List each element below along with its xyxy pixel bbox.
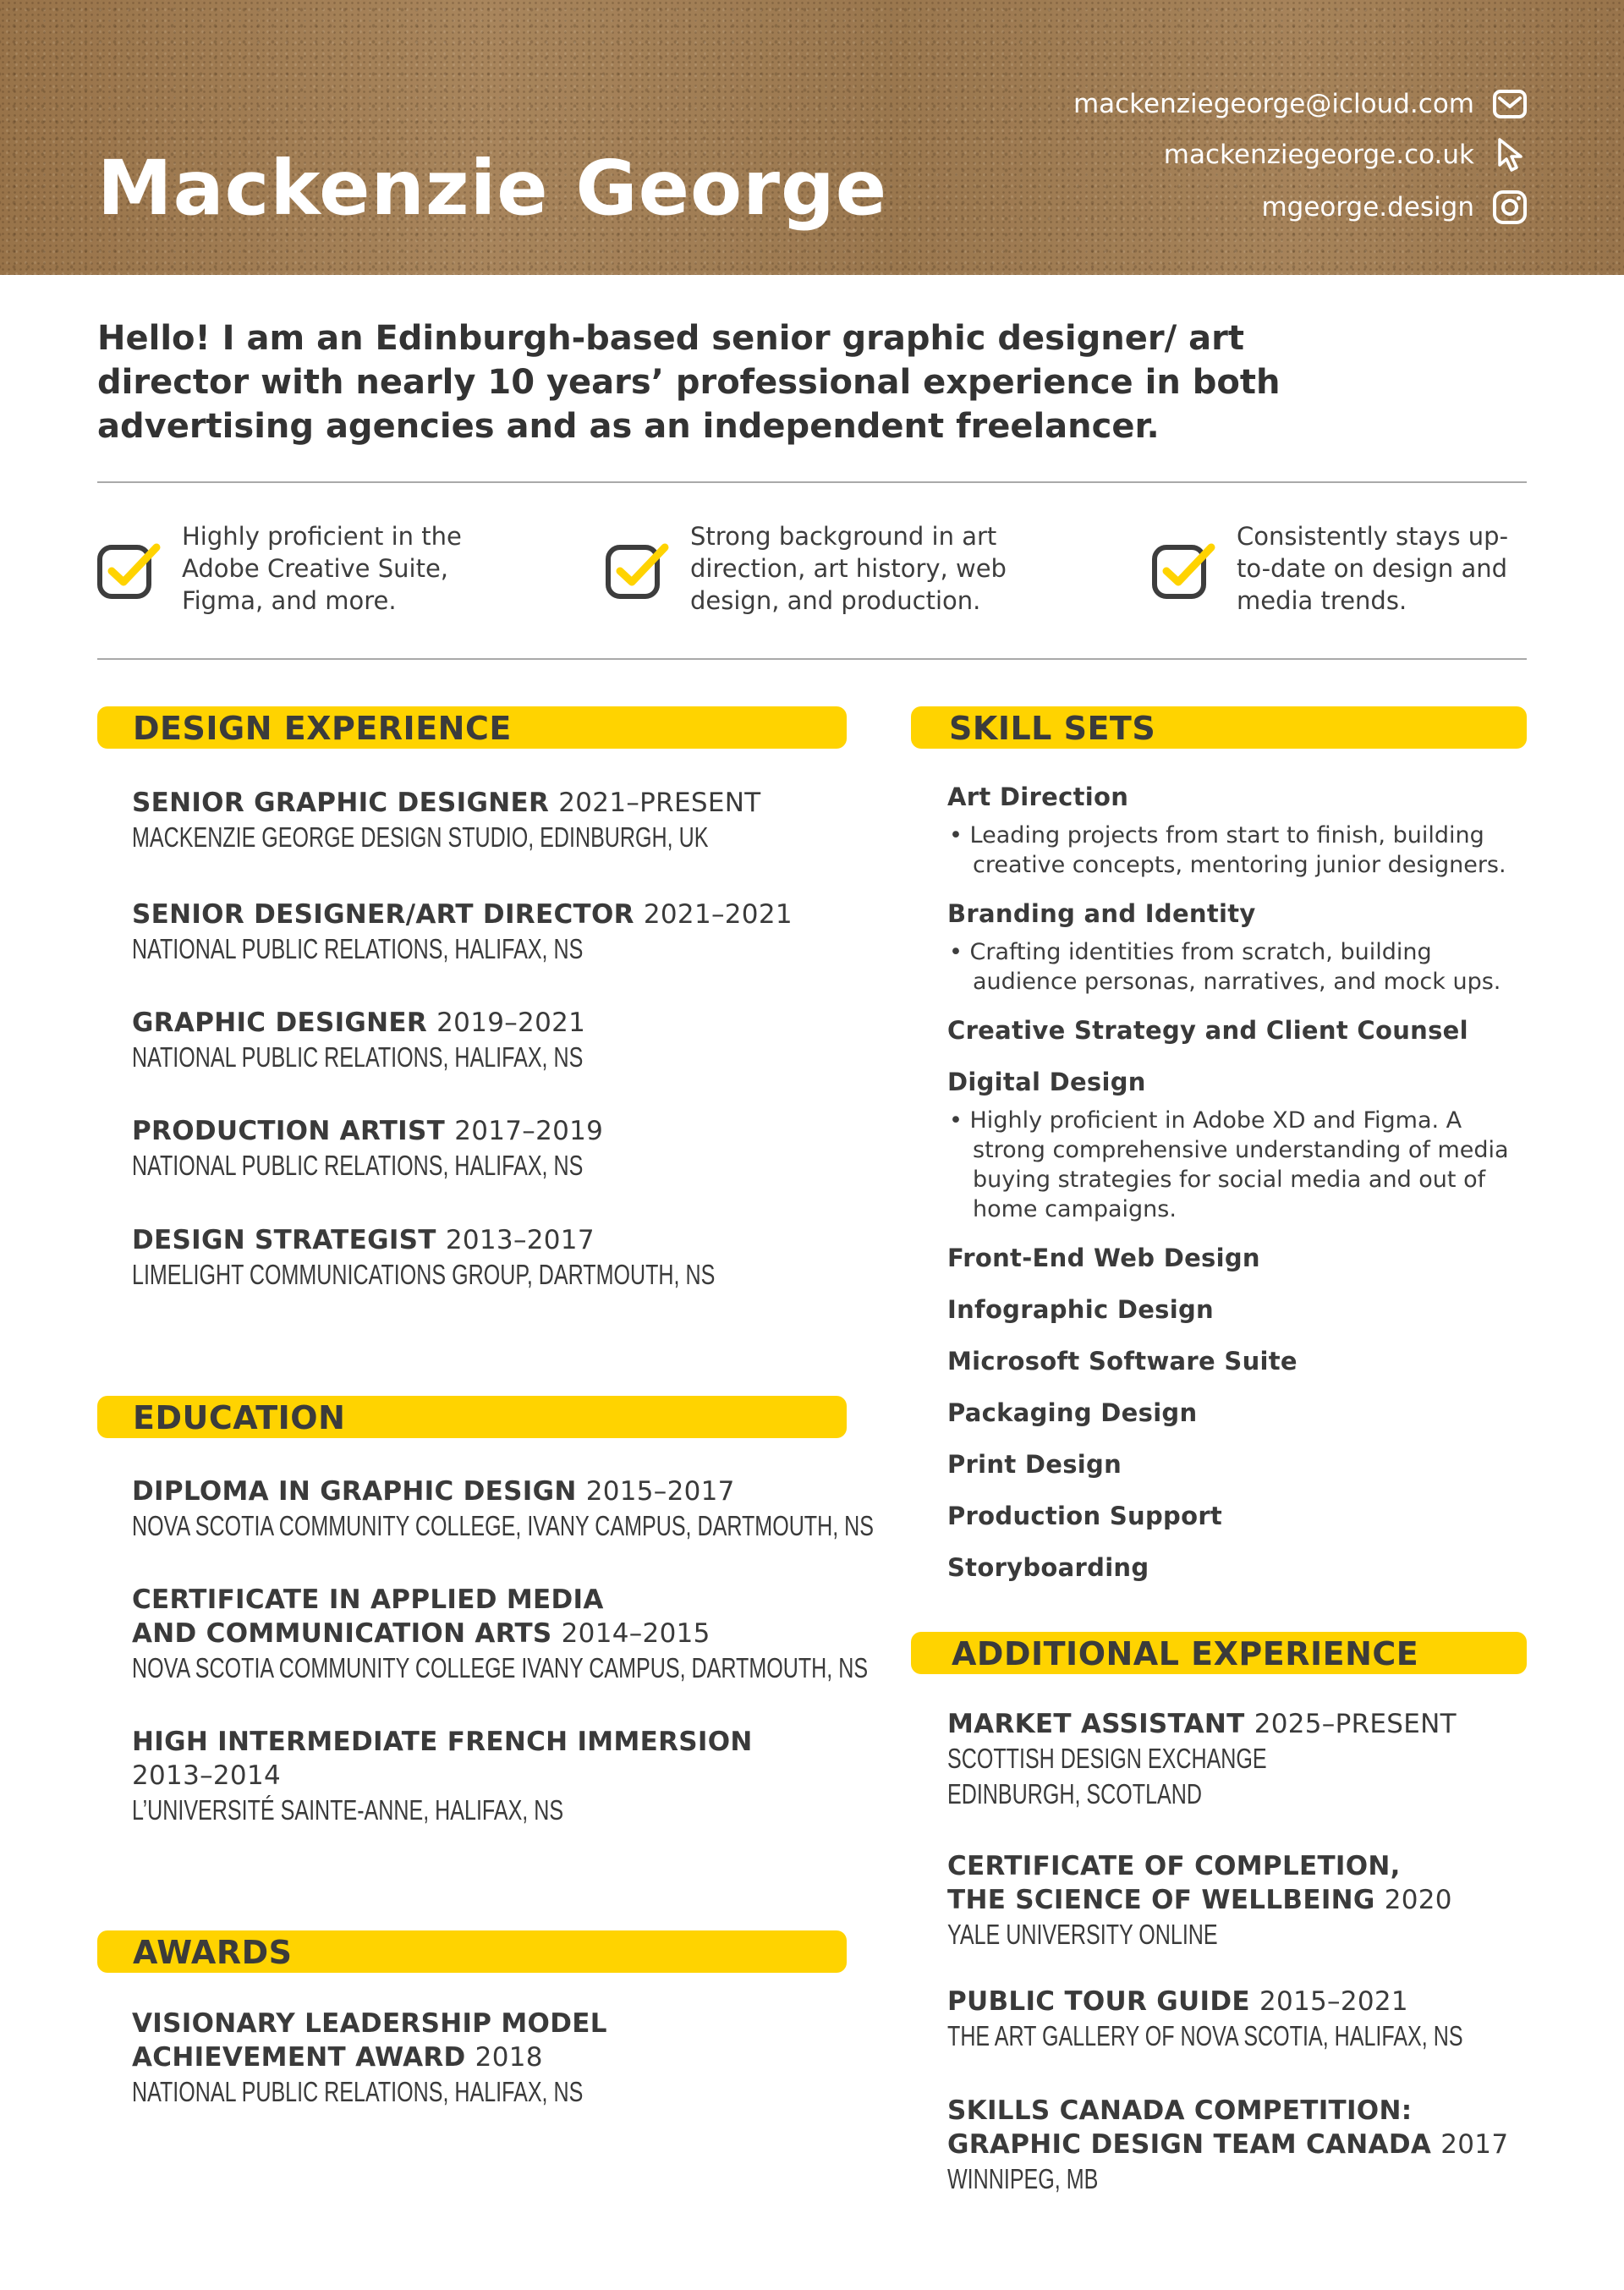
design-experience-entry <box>132 1114 726 1183</box>
entry-title: PUBLIC TOUR GUIDE <box>947 1986 1250 2017</box>
highlight-2 <box>606 520 1045 617</box>
entry-organization: SCOTTISH DESIGN EXCHANGE <box>947 1743 1267 1774</box>
entry-title: GRAPHIC DESIGNER <box>132 1008 428 1038</box>
divider-top <box>97 481 1527 483</box>
cursor-icon <box>1491 136 1528 173</box>
entry-organization: YALE UNIVERSITY ONLINE <box>947 1919 1218 1950</box>
design-experience-entry <box>132 786 891 855</box>
award-entry <box>132 2007 726 2110</box>
checkbox-icon <box>606 535 672 601</box>
entry-title: CERTIFICATE IN APPLIED MEDIA <box>132 1584 604 1615</box>
skill-name: Print Design <box>947 1450 1122 1479</box>
entry-location: EDINBURGH, SCOTLAND <box>947 1778 1203 1809</box>
design-experience-entry <box>132 898 793 967</box>
highlight-3 <box>1152 520 1528 617</box>
entry-years: 2018 <box>475 2042 543 2073</box>
section-header-education: EDUCATION <box>97 1396 847 1438</box>
contact-website-text: mackenziegeorge.co.uk <box>1163 140 1474 170</box>
section-header-design-experience: DESIGN EXPERIENCE <box>97 706 847 749</box>
entry-organization: NATIONAL PUBLIC RELATIONS, HALIFAX, NS <box>132 933 584 964</box>
contact-instagram-text: mgeorge.design <box>1261 192 1474 222</box>
entry-years: 2021–PRESENT <box>558 788 761 818</box>
entry-title: SKILLS CANADA COMPETITION: <box>947 2095 1413 2126</box>
section-header-additional-experience: ADDITIONAL EXPERIENCE <box>911 1632 1527 1674</box>
entry-years: 2017 <box>1440 2129 1509 2160</box>
entry-years: 2021–2021 <box>643 899 793 930</box>
entry-title-continued: THE SCIENCE OF WELLBEING <box>947 1885 1375 1915</box>
entry-organization: THE ART GALLERY OF NOVA SCOTIA, HALIFAX, NS <box>947 2020 1463 2051</box>
entry-organization: NOVA SCOTIA COMMUNITY COLLEGE, IVANY CAMPUS, DARTMOUTH, NS <box>132 1510 875 1541</box>
entry-organization: NATIONAL PUBLIC RELATIONS, HALIFAX, NS <box>132 2076 584 2107</box>
additional-experience-entry <box>947 1707 1457 1812</box>
additional-experience-entry <box>947 1985 1624 2054</box>
skill-item <box>947 897 1539 997</box>
highlight-1 <box>97 520 520 617</box>
entry-title: CERTIFICATE OF COMPLETION, <box>947 1851 1401 1881</box>
header-banner <box>0 0 1624 275</box>
entry-years: 2013–2014 <box>132 1760 281 1791</box>
entry-title: SENIOR DESIGNER/ART DIRECTOR <box>132 899 634 930</box>
entry-years: 2014–2015 <box>561 1618 710 1649</box>
skill-name: Digital Design <box>947 1068 1146 1096</box>
contact-email-text: mackenziegeorge@icloud.com <box>1073 89 1474 119</box>
entry-title: SENIOR GRAPHIC DESIGNER <box>132 788 550 818</box>
entry-organization: LIMELIGHT COMMUNICATIONS GROUP, DARTMOUTH, NS <box>132 1259 716 1290</box>
entry-title: MARKET ASSISTANT <box>947 1709 1245 1739</box>
entry-organization: NATIONAL PUBLIC RELATIONS, HALIFAX, NS <box>132 1150 584 1181</box>
skill-name: Microsoft Software Suite <box>947 1347 1298 1376</box>
entry-organization: NOVA SCOTIA COMMUNITY COLLEGE IVANY CAMPUS, DARTMOUTH, NS <box>132 1652 869 1683</box>
mail-icon <box>1491 85 1528 123</box>
instagram-icon <box>1491 189 1528 226</box>
skill-name: Creative Strategy and Client Counsel <box>947 1016 1468 1045</box>
entry-years: 2020 <box>1384 1885 1452 1915</box>
highlight-1-text: Highly proficient in the Adobe Creative Suite, Figma, and more. <box>182 522 462 615</box>
entry-organization: NATIONAL PUBLIC RELATIONS, HALIFAX, NS <box>132 1041 584 1073</box>
skills-list <box>947 780 1539 1584</box>
skill-item <box>947 1065 1539 1224</box>
skill-item <box>947 780 1539 880</box>
checkbox-icon <box>1152 535 1218 601</box>
additional-experience-entry <box>947 2094 1508 2197</box>
education-entry <box>132 1725 753 1828</box>
contact-instagram[interactable] <box>1261 188 1528 227</box>
entry-years: 2015–2021 <box>1259 1986 1408 2017</box>
skill-name: Storyboarding <box>947 1553 1149 1582</box>
additional-experience-entry <box>947 1849 1452 1952</box>
entry-years: 2015–2017 <box>585 1476 735 1507</box>
design-experience-entry <box>132 1223 899 1293</box>
section-header-skill-sets: SKILL SETS <box>911 706 1527 749</box>
skill-description: • Highly proficient in Adobe XD and Figma. A strong comprehensive understanding of media buying strategies for social media and out of home campaigns. <box>949 1107 1509 1222</box>
entry-years: 2019–2021 <box>436 1008 586 1038</box>
entry-years: 2013–2017 <box>445 1225 595 1255</box>
skill-description: • Leading projects from start to finish, building creative concepts, mentoring junior designers. <box>949 822 1506 878</box>
divider-bottom <box>97 658 1527 660</box>
contact-email[interactable] <box>1073 85 1528 124</box>
intro-statement: Hello! I am an Edinburgh-based senior graphic designer/ art director with nearly 10 years’ professional experience in both advertising agencies and as an independent freelancer. <box>97 319 1281 446</box>
contact-website[interactable] <box>1164 135 1528 174</box>
entry-title: HIGH INTERMEDIATE FRENCH IMMERSION <box>132 1727 753 1757</box>
entry-title: VISIONARY LEADERSHIP MODEL <box>132 2008 607 2039</box>
entry-years: 2017–2019 <box>454 1116 604 1146</box>
entry-title: DIPLOMA IN GRAPHIC DESIGN <box>132 1476 577 1507</box>
entry-years: 2025–PRESENT <box>1254 1709 1457 1739</box>
entry-title-continued: AND COMMUNICATION ARTS <box>132 1618 552 1649</box>
highlight-2-text: Strong background in art direction, art history, web design, and production. <box>690 522 1007 615</box>
skill-name: Packaging Design <box>947 1398 1198 1427</box>
checkbox-icon <box>97 535 163 601</box>
entry-title: DESIGN STRATEGIST <box>132 1225 436 1255</box>
highlight-3-text: Consistently stays up-to-date on design and media trends. <box>1237 522 1509 615</box>
skill-name: Infographic Design <box>947 1295 1214 1324</box>
entry-organization: MACKENZIE GEORGE DESIGN STUDIO, EDINBURGH, UK <box>132 821 709 853</box>
skill-name: Production Support <box>947 1502 1223 1530</box>
entry-organization: L’UNIVERSITÉ SAINTE-ANNE, HALIFAX, NS <box>132 1794 564 1826</box>
entry-organization: WINNIPEG, MB <box>947 2163 1099 2194</box>
skill-name: Branding and Identity <box>947 899 1256 928</box>
entry-title-continued: GRAPHIC DESIGN TEAM CANADA <box>947 2129 1432 2160</box>
skill-name: Art Direction <box>947 783 1129 811</box>
section-header-awards: AWARDS <box>97 1930 847 1973</box>
skill-name: Front-End Web Design <box>947 1244 1260 1272</box>
skill-description: • Crafting identities from scratch, building audience personas, narratives, and mock ups. <box>949 939 1501 995</box>
candidate-name: Mackenzie George <box>97 144 888 232</box>
design-experience-entry <box>132 1006 726 1075</box>
entry-title-continued: ACHIEVEMENT AWARD <box>132 2042 466 2073</box>
entry-title: PRODUCTION ARTIST <box>132 1116 446 1146</box>
